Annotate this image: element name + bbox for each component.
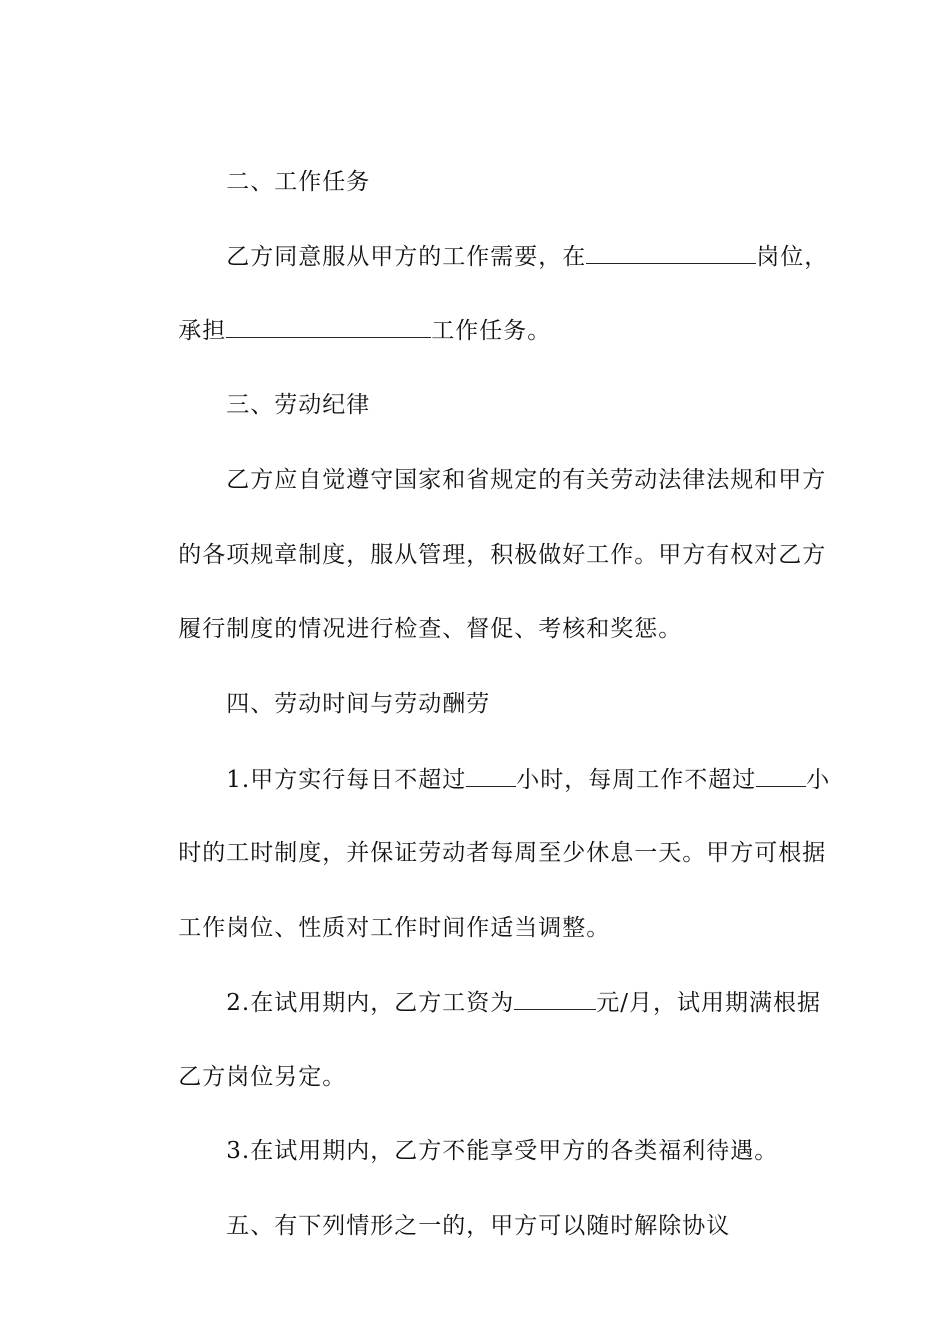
fill-blank-salary [514,987,596,1010]
heading-text: 三、劳动纪律 [226,392,371,418]
text-segment: 乙方岗位另定。 [178,1064,347,1090]
text-segment: 履行制度的情况进行检查、督促、考核和奖惩。 [178,616,683,642]
text-segment: 的各项规章制度，服从管理，积极做好工作。甲方有权对乙方 [178,542,827,568]
fill-blank-task [226,315,431,338]
text-segment: 时的工时制度，并保证劳动者每周至少休息一天。甲方可根据 [178,840,827,866]
text-segment: 承担 [178,318,227,344]
text-segment: 3.在试用期内，乙方不能享受甲方的各类福利待遇。 [226,1138,779,1164]
text-segment: 元/月，试用期满根据 [596,990,821,1016]
fill-blank-weekly-hours [756,764,806,787]
text-segment: 工作任务。 [431,318,552,344]
text-segment: 2.在试用期内，乙方工资为 [226,990,515,1016]
text-segment: 1.甲方实行每日不超过 [226,767,467,793]
heading-text: 五、有下列情形之一的，甲方可以随时解除协议 [226,1213,731,1239]
text-segment: 岗位， [756,244,829,270]
fill-blank-position [586,241,756,264]
fill-blank-daily-hours [466,764,516,787]
heading-text: 四、劳动时间与劳动酬劳 [226,691,491,717]
text-segment: 乙方同意服从甲方的工作需要，在 [226,244,587,270]
text-segment: 乙方应自觉遵守国家和省规定的有关劳动法律法规和甲方 [226,467,827,493]
text-segment: 小时，每周工作不超过 [516,767,757,793]
section-heading-termination [193,1181,730,1271]
heading-text: 二、工作任务 [226,169,371,195]
text-segment: 小 [806,767,831,793]
text-segment: 工作岗位、性质对工作时间作适当调整。 [178,915,611,941]
